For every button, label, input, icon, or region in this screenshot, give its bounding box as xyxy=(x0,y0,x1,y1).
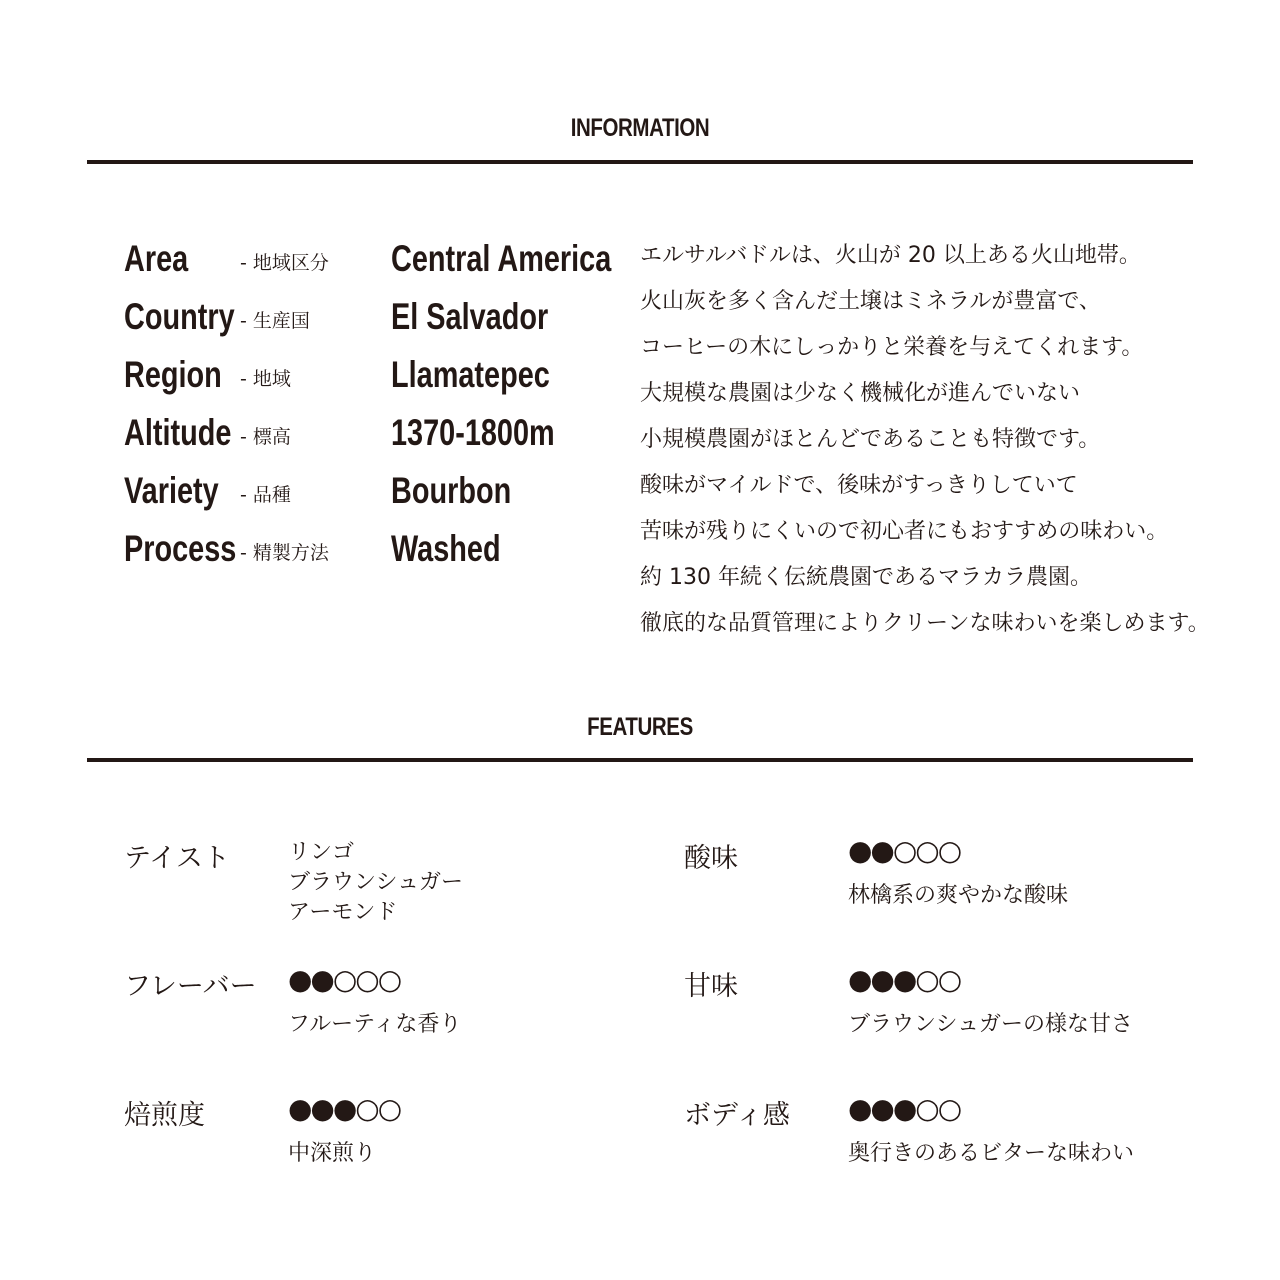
description-line: 火山灰を多く含んだ土壌はミネラルが豊富で、 xyxy=(640,289,1101,314)
info-label: Altitude xyxy=(124,412,232,453)
sweetness-label: 甘味 xyxy=(684,971,738,1002)
description-line: 約 130 年続く伝統農園であるマラカラ農園。 xyxy=(640,565,1092,590)
roast-note: 中深煎り xyxy=(288,1141,377,1166)
info-value: Bourbon xyxy=(391,470,512,511)
info-label: Area xyxy=(124,238,189,279)
acidity-note: 林檎系の爽やかな酸味 xyxy=(848,883,1069,908)
info-sub-label: - 品種 xyxy=(240,484,291,506)
features-title: FEATURES xyxy=(587,713,693,741)
info-row-area xyxy=(124,238,624,282)
info-value: Llamatepec xyxy=(391,354,550,395)
sweetness-rating: ●●●○○ xyxy=(848,963,961,996)
info-sub-label: - 精製方法 xyxy=(240,542,329,564)
info-value: El Salvador xyxy=(391,296,549,337)
info-sub-label: - 生産国 xyxy=(240,310,310,332)
flavor-label: フレーバー xyxy=(124,971,257,1002)
info-value: Central America xyxy=(391,238,612,279)
description-line: 徹底的な品質管理によりクリーンな味わいを楽しめます。 xyxy=(640,611,1210,636)
info-sub-label: - 地域 xyxy=(240,368,291,390)
features-divider xyxy=(87,758,1193,762)
body-note: 奥行きのあるビターな味わい xyxy=(848,1141,1135,1166)
roast-label: 焙煎度 xyxy=(124,1100,205,1131)
info-label: Country xyxy=(124,296,235,337)
flavor-rating: ●●○○○ xyxy=(288,963,401,996)
body-rating: ●●●○○ xyxy=(848,1092,961,1125)
body-label: ボディ感 xyxy=(684,1100,790,1131)
info-row-region xyxy=(124,354,624,398)
taste-notes xyxy=(288,838,463,928)
roast-rating: ●●●○○ xyxy=(288,1092,401,1125)
info-label: Variety xyxy=(124,470,219,511)
acidity-rating: ●●○○○ xyxy=(848,834,961,867)
sweetness-note: ブラウンシュガーの様な甘さ xyxy=(848,1012,1134,1037)
information-title: INFORMATION xyxy=(570,114,710,142)
taste-label: テイスト xyxy=(124,843,230,874)
description-line: エルサルバドルは、火山が 20 以上ある火山地帯。 xyxy=(640,243,1141,268)
info-sub-label: - 地域区分 xyxy=(240,252,329,274)
flavor-note: フルーティな香り xyxy=(288,1012,462,1037)
description-line: 酸味がマイルドで、後味がすっきりしていて xyxy=(640,473,1078,498)
taste-note: リンゴ xyxy=(288,840,355,865)
info-row-process xyxy=(124,528,624,572)
description-line: コーヒーの木にしっかりと栄養を与えてくれます。 xyxy=(640,335,1144,360)
info-label: Process xyxy=(124,528,237,569)
description-line: 小規模農園がほとんどであることも特徴です。 xyxy=(640,427,1101,452)
taste-note: ブラウンシュガー xyxy=(288,870,464,895)
info-row-country xyxy=(124,296,624,340)
info-value: 1370-1800m xyxy=(391,412,555,453)
info-sub-label: - 標高 xyxy=(240,426,291,448)
description-line: 苦味が残りにくいので初心者にもおすすめの味わい。 xyxy=(640,519,1169,544)
description-line: 大規模な農園は少なく機械化が進んでいない xyxy=(640,381,1081,406)
taste-note: アーモンド xyxy=(288,900,398,925)
info-label: Region xyxy=(124,354,222,395)
info-value: Washed xyxy=(391,528,501,569)
info-row-altitude xyxy=(124,412,624,456)
acidity-label: 酸味 xyxy=(684,843,738,874)
info-row-variety xyxy=(124,470,624,514)
information-divider xyxy=(87,160,1193,164)
